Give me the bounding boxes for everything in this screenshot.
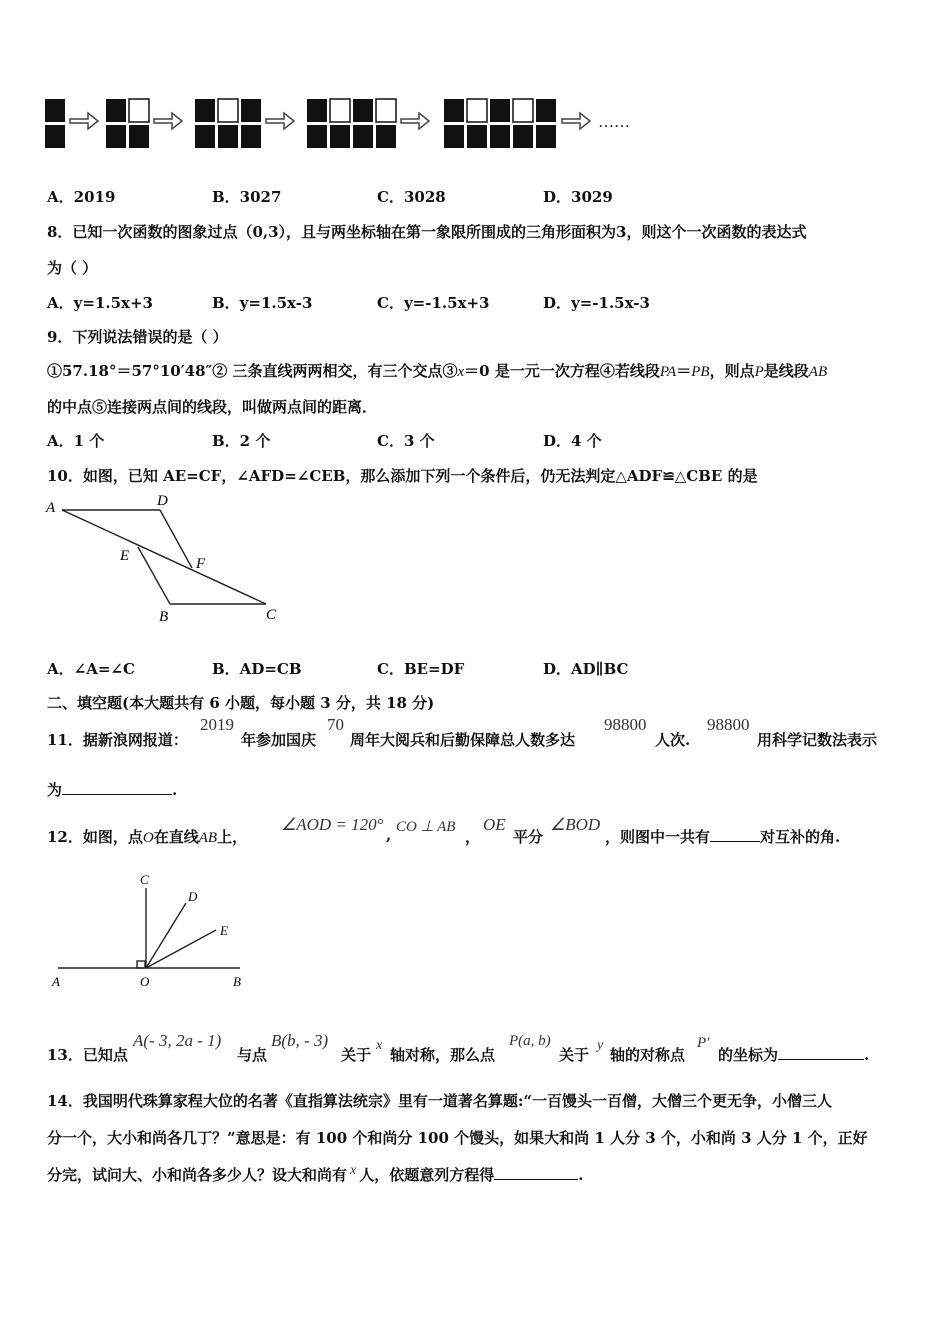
- q13-p5: 关于: [559, 1046, 590, 1064]
- q13-p6: 轴的对称点: [610, 1046, 686, 1064]
- q11-p2: 年参加国庆: [241, 731, 317, 749]
- arrow-icon: [70, 113, 98, 129]
- q11-p3: 周年大阅兵和后勤保障总人数多达: [350, 731, 576, 749]
- q9-statements-line2: 的中点⑤连接两点间的线段，叫做两点间的距离．: [47, 398, 378, 416]
- ray-od: [146, 903, 186, 968]
- q7-option-d: D．3029: [543, 188, 613, 206]
- segment-ac: [62, 510, 266, 604]
- q12-sep2: ，: [465, 828, 481, 846]
- q12-sep1: ,: [386, 826, 392, 844]
- label-e: E: [120, 548, 130, 564]
- q9-statements-line1: ①57.18°＝57°10′48″② 三条直线两两相交，有三个交点③x＝0 是一元一次方程④若线段PA＝PB，则点P是线段AB: [47, 362, 828, 380]
- q14-line2: 分一个，大小和尚各几丁？”意思是：有 100 个和尚分 100 个馒头，如果大和尚 1 人分 3 个，小和尚 3 人分 1 个，正好: [47, 1129, 868, 1147]
- q11-answer-blank[interactable]: [62, 780, 172, 795]
- q12-answer-blank[interactable]: [710, 827, 760, 842]
- q13-y: y: [597, 1038, 604, 1053]
- q14-line3: 分完，试问大、小和尚各多少人？设大和尚有 x 人，依题意列方程得 .: [47, 1163, 584, 1184]
- q12-figure: [40, 868, 255, 992]
- pattern-group-3: [195, 99, 261, 148]
- q13-p1: 13．已知点: [47, 1046, 128, 1064]
- q10-option-b: B．AD=CB: [212, 660, 302, 678]
- q12-perpendicular: CO ⊥ AB: [396, 819, 456, 835]
- label-d: D: [157, 493, 168, 509]
- q14-line1: 14．我国明代珠算家程大位的名著《直指算法统宗》里有一道著名算题:“一百馒头一百僧，大僧三个更无争，小僧三人: [47, 1092, 833, 1110]
- q12-angle-bod: ∠BOD: [550, 815, 601, 834]
- q14-answer-blank[interactable]: [494, 1165, 578, 1180]
- q10-stem: 10．如图，已知 AE=CF，∠AFD=∠CEB，那么添加下列一个条件后，仍无法判定△ADF≌△CBE 的是: [47, 467, 758, 485]
- segment-df: [160, 510, 192, 568]
- q13-p-prime: P′: [697, 1035, 710, 1051]
- q8-stem-line2: 为（ ）: [47, 259, 98, 277]
- q13-point-b: B(b, - 3): [271, 1031, 329, 1050]
- pattern-group-5: [444, 99, 556, 148]
- segment-eb: [138, 547, 170, 604]
- pattern-group-4: [307, 99, 396, 148]
- pattern-ellipsis: ……: [598, 114, 630, 131]
- label-d: D: [188, 889, 198, 904]
- q8-stem-line1: 8．已知一次函数的图象过点（0,3），且与两坐标轴在第一象限所围成的三角形面积为3，则这个一次函数的表达式: [47, 223, 807, 241]
- q13-p4: 轴对称，那么点: [390, 1046, 496, 1064]
- q11-line2: 为 .: [47, 781, 178, 799]
- q13-point-p: P(a, b): [509, 1033, 551, 1049]
- label-c: C: [140, 872, 149, 887]
- q10-figure: [40, 492, 290, 628]
- arrow-icon: [562, 113, 590, 129]
- arrow-icon: [154, 113, 182, 129]
- pattern-group-1: [45, 99, 65, 148]
- section-heading: 二、填空题(本大题共有 6 小题，每小题 3 分，共 18 分): [47, 694, 435, 712]
- q9-option-d: D．4 个: [543, 432, 602, 450]
- q12-tail: ，则图中一共有 对互补的角.: [605, 828, 841, 846]
- arrow-icon: [266, 113, 294, 129]
- q11-p1: 11．据新浪网报道：: [47, 731, 188, 749]
- q9-option-b: B．2 个: [212, 432, 271, 450]
- q13-tail: 的坐标为 .: [718, 1046, 870, 1064]
- q11-year: 2019: [200, 715, 234, 734]
- q12-text: 12．如图，点O在直线AB上，: [47, 828, 248, 846]
- q7-option-c: C．3028: [377, 188, 446, 206]
- q8-option-c: C．y=-1.5x+3: [377, 294, 490, 312]
- q9-option-a: A．1 个: [47, 432, 105, 450]
- pattern-figure: [40, 95, 640, 153]
- q10-option-d: D．AD∥BC: [543, 660, 629, 678]
- q7-option-b: B．3027: [212, 188, 282, 206]
- q9-option-c: C．3 个: [377, 432, 435, 450]
- q8-option-b: B．y=1.5x-3: [212, 294, 313, 312]
- q12-angle-aod: ∠AOD = 120°: [281, 815, 384, 834]
- q11-p5: 用科学记数法表示: [757, 731, 878, 749]
- label-o: O: [140, 974, 150, 989]
- q13-p2: 与点: [237, 1046, 268, 1064]
- label-b: B: [233, 974, 241, 989]
- q11-number-2: 98800: [707, 715, 750, 734]
- q13-point-a: A(- 3, 2a - 1): [133, 1031, 222, 1050]
- label-e: E: [220, 923, 228, 938]
- label-a: A: [46, 500, 56, 516]
- q12-p4: 平分: [513, 828, 544, 846]
- q13-x: x: [376, 1038, 383, 1053]
- q10-option-a: A．∠A=∠C: [47, 660, 135, 678]
- q12-oe: OE: [483, 815, 506, 834]
- pattern-group-2: [106, 99, 149, 148]
- label-c: C: [266, 607, 277, 623]
- q13-p3: 关于: [341, 1046, 372, 1064]
- label-a: A: [52, 974, 60, 989]
- q9-stem: 9．下列说法错误的是（ ）: [47, 328, 228, 346]
- q8-option-d: D．y=-1.5x-3: [543, 294, 650, 312]
- q8-option-a: A．y=1.5x+3: [47, 294, 153, 312]
- q11-anniversary: 70: [327, 715, 344, 734]
- arrow-icon: [401, 113, 429, 129]
- q14-x: x: [350, 1163, 357, 1178]
- ray-oe: [146, 930, 216, 968]
- right-angle-mark: [137, 961, 145, 968]
- label-f: F: [196, 556, 206, 572]
- q11-p4: 人次.: [655, 731, 691, 749]
- label-b: B: [159, 609, 169, 625]
- q7-option-a: A．2019: [47, 188, 116, 206]
- q10-option-c: C．BE=DF: [377, 660, 465, 678]
- q11-number-1: 98800: [604, 715, 647, 734]
- q13-answer-blank[interactable]: [778, 1045, 864, 1060]
